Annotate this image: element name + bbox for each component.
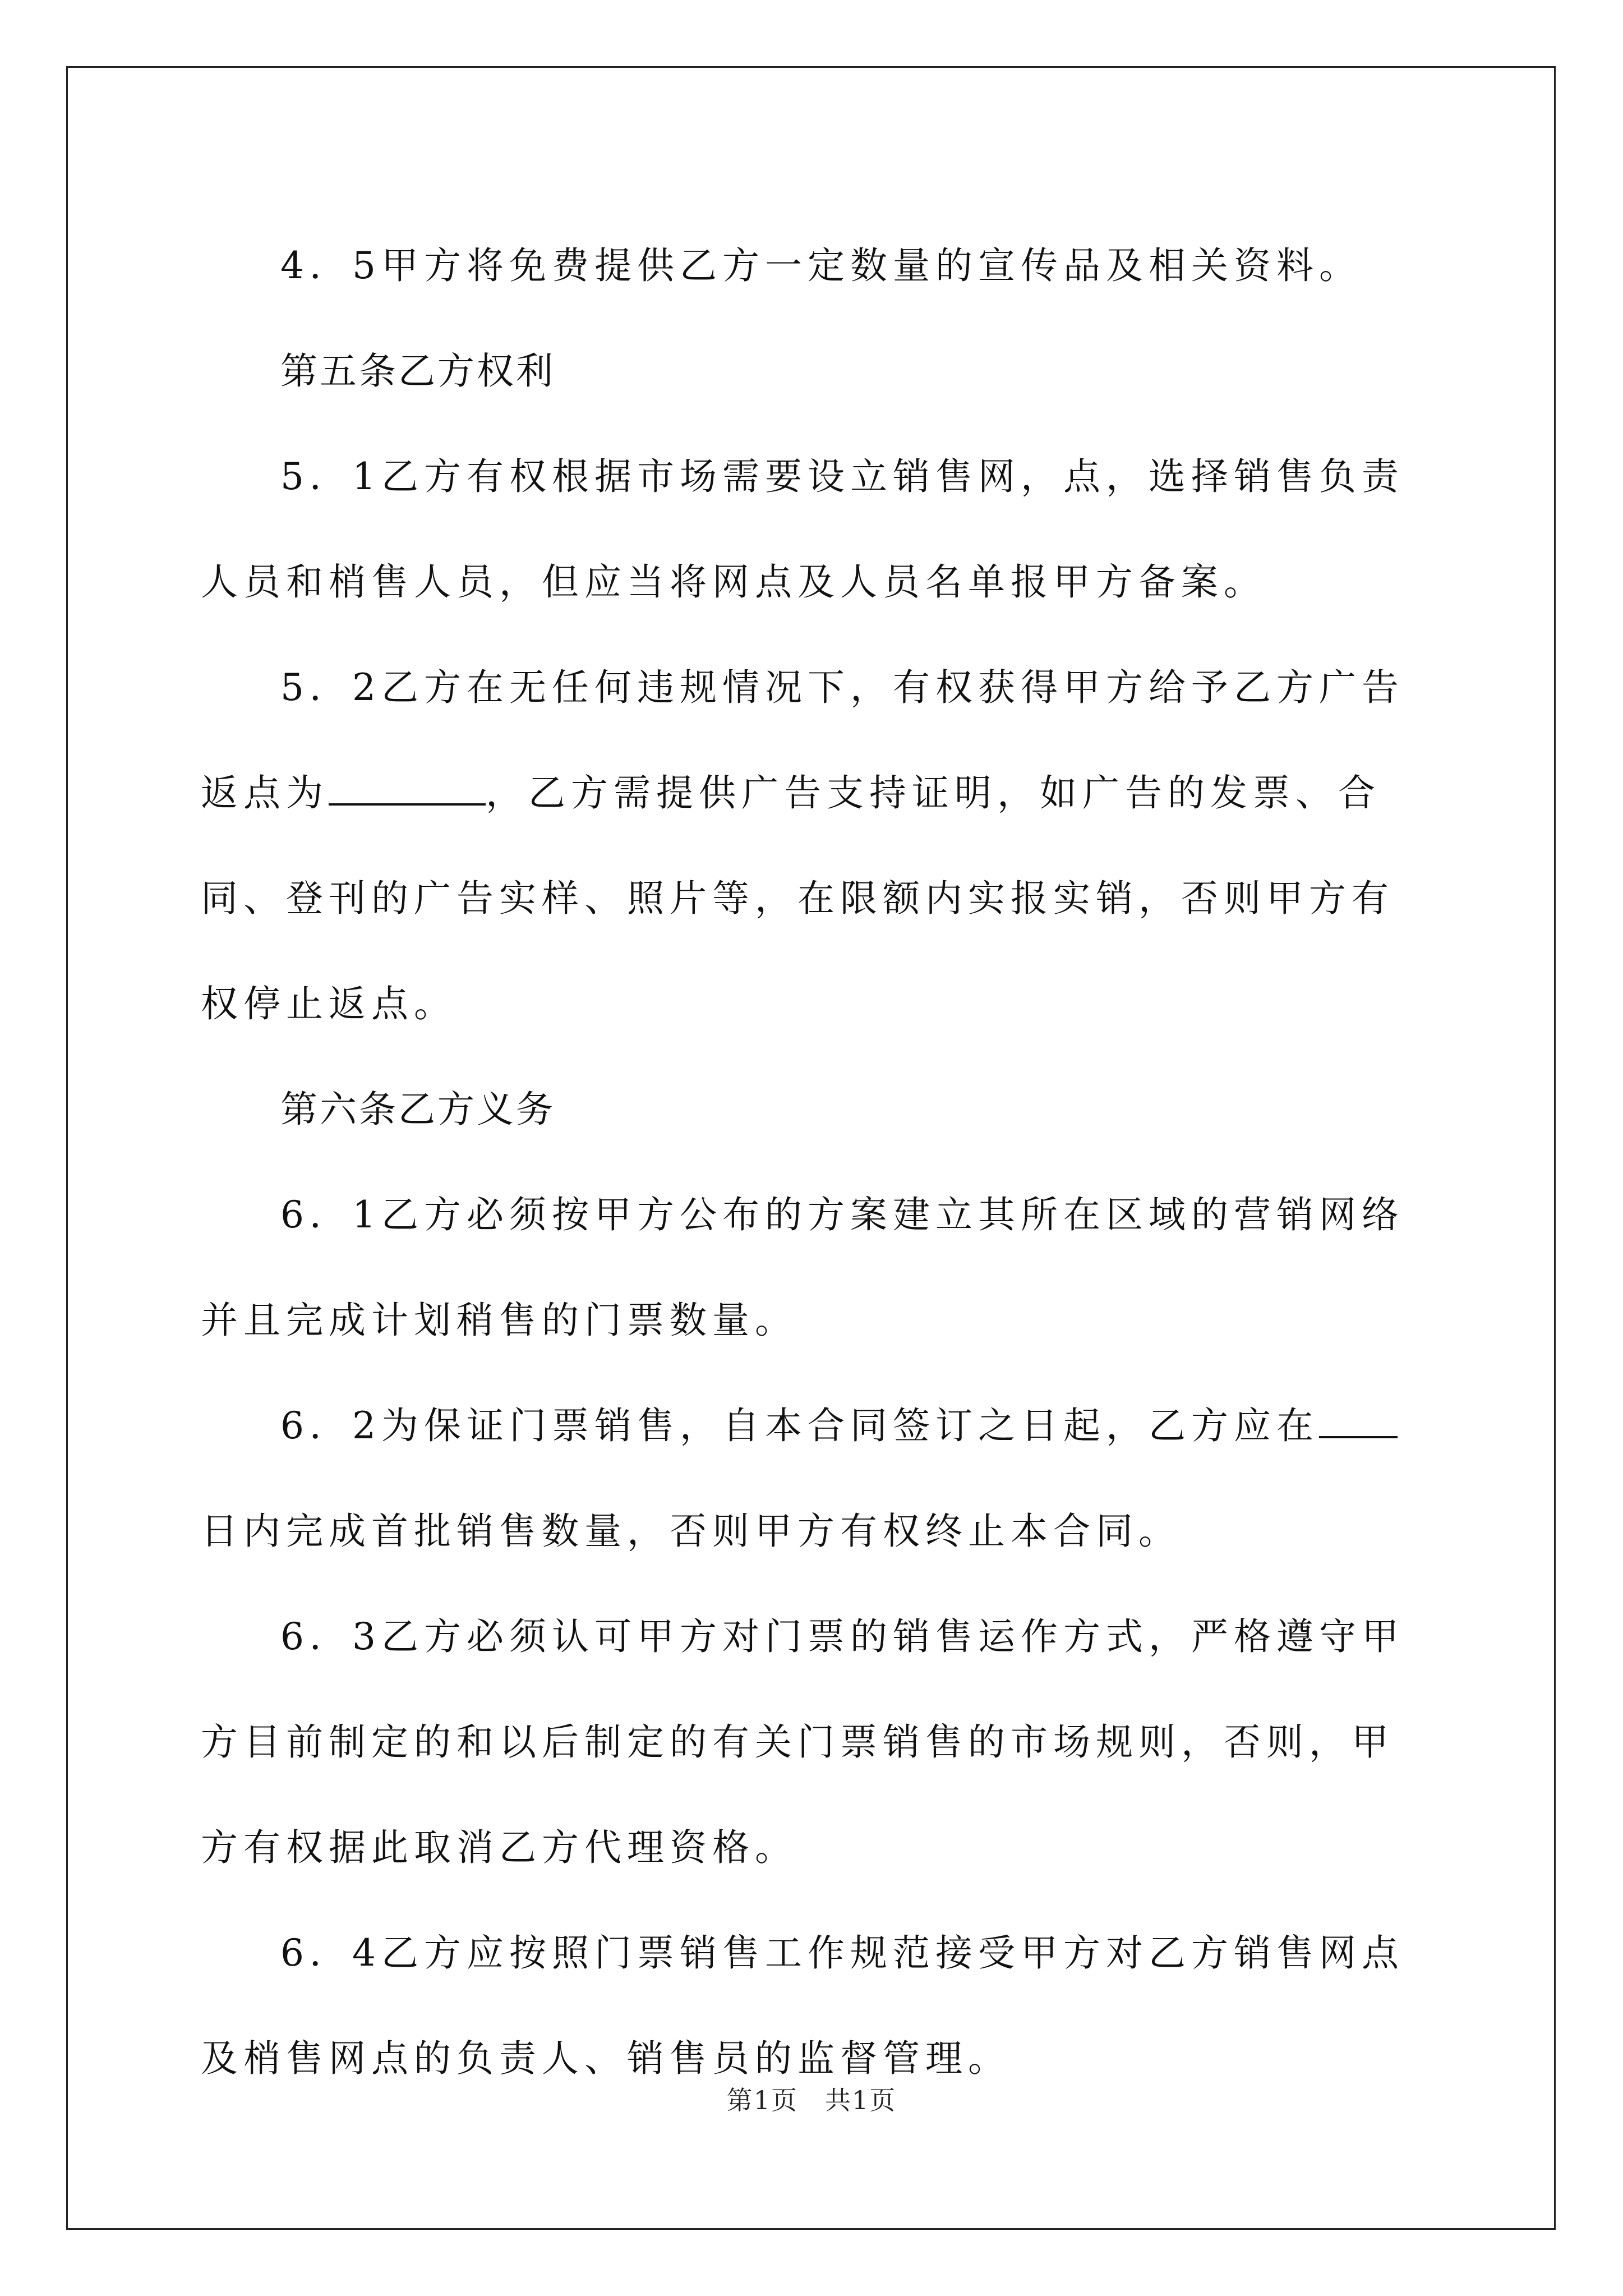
fill-in-blank-days[interactable] <box>1319 1407 1398 1438</box>
clause-5-1: 5．1乙方有权根据市场需要设立销售网，点，选择销售负责人员和梢售人员，但应当将网点及人员名单报甲方备案。 <box>201 455 1404 604</box>
clause-5-2-after: ，乙方需提供广告支持证明，如广告的发票、合同、登刊的广告实样、照片等，在限额内实报实销，否则甲方有权停止返点。 <box>201 771 1394 1025</box>
fill-in-blank-rebate[interactable] <box>329 774 486 806</box>
clause-4-5: 4．5甲方将免费提供乙方一定数量的宣传品及相关资料。 <box>280 244 1362 287</box>
clause-5-2 <box>201 635 1429 1057</box>
clause-6-2 <box>201 1373 1429 1584</box>
page-number: 第1页 共1页 <box>726 2085 897 2115</box>
clause-6-1: 6．1乙方必须按甲方公布的方案建立其所在区域的营销网络并且完成计划稍售的门票数量。 <box>201 1193 1404 1342</box>
clause-6-2-after: 日内完成首批销售数量，否则甲方有权终止本合同。 <box>201 1510 1181 1553</box>
section-heading-6: 第六条乙方义务 <box>280 1088 555 1131</box>
clause-6-2-before: 6．2为保证门票销售，自本合同签订之日起，乙方应在 <box>280 1404 1319 1447</box>
document-body <box>201 213 1429 2111</box>
clause-6-3: 6．3乙方必须认可甲方对门票的销售运作方式，严格遵守甲方目前制定的和以后制定的有关门票销售的市场规则，否则，甲方有权据此取消乙方代理资格。 <box>201 1615 1404 1869</box>
clause-5-2-before: 5．2乙方在无任何违规情况下，有权获得甲方给予乙方广告返点为 <box>201 666 1404 815</box>
section-heading-5: 第五条乙方权利 <box>280 349 555 393</box>
clause-6-4: 6．4乙方应按照门票销售工作规范接受甲方对乙方销售网点及梢售网点的负责人、销售员的监督管理。 <box>201 1931 1404 2080</box>
